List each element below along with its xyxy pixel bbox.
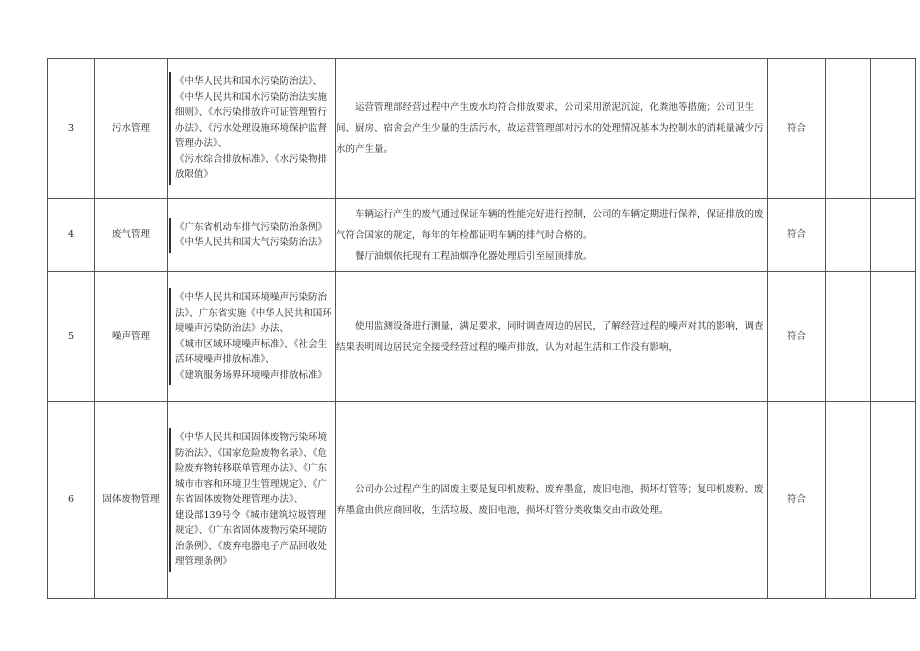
category-cell: 污水管理 <box>95 59 168 199</box>
result-cell: 符合 <box>768 59 826 199</box>
empty-cell <box>826 199 871 272</box>
category-cell: 固体废物管理 <box>95 402 168 599</box>
law-reference: 《广东省机动车排气污染防治条例》 <box>175 221 328 233</box>
law-reference: 《中华人民共和国水污染防治法实施细则》、《水污染排放许可证管理暂行办法》、《污水处理设施环境保护监督管理办法》、 <box>175 91 328 150</box>
law-reference: 建设部139号令《城市建筑垃圾管理规定》、《广东省固体废物污染环境防治条例》、《废弃电器电子产品回收处理管理条例》 <box>175 509 328 568</box>
laws-cell <box>168 199 336 272</box>
empty-cell <box>871 59 916 199</box>
law-reference: 《中华人民共和国水污染防治法》、 <box>175 76 323 88</box>
laws-list <box>169 218 335 253</box>
empty-cell <box>871 199 916 272</box>
description-cell <box>336 199 768 272</box>
description-text: 使用监测设备进行测量，满足要求，同时调查周边的居民，了解经营过程的噪声对其的影响，调查结果表明周边居民完全接受经营过程的噪声排放，认为对起生活和工作没有影响， <box>336 320 764 353</box>
table-row <box>48 199 916 272</box>
table-row <box>48 272 916 402</box>
description-cell <box>336 59 768 199</box>
laws-list <box>169 428 335 572</box>
laws-list <box>169 72 335 185</box>
laws-cell <box>168 402 336 599</box>
laws-list <box>169 288 335 385</box>
law-reference: 《污水综合排放标准》、《水污染物排放限值》 <box>175 153 328 181</box>
laws-cell <box>168 59 336 199</box>
row-number: 3 <box>48 59 95 199</box>
empty-cell <box>826 402 871 599</box>
category-cell: 废气管理 <box>95 199 168 272</box>
empty-cell <box>871 402 916 599</box>
table-body <box>48 59 916 599</box>
description-cell <box>336 402 768 599</box>
description-text: 车辆运行产生的废气通过保证车辆的性能完好进行控制，公司的车辆定期进行保养，保证排放的废气符合国家的规定，每年的年检都证明车辆的排气时合格的。 <box>336 208 764 241</box>
law-reference: 《中华人民共和国大气污染防治法》 <box>175 237 328 248</box>
law-reference: 《中华人民共和国环境噪声污染防治法》、广东省实施《中华人民共和国环境噪声污染防治法》办法、 <box>175 292 332 334</box>
empty-cell <box>826 272 871 402</box>
law-reference: 《中华人民共和国固体废物污染环境防治法》、《国家危险废物名录》、《危险废弃物转移联单管理办法》、《广东城市市容和环境卫生管理规定》、《广东省固体废物处理管理办法》、 <box>175 432 328 506</box>
row-number: 4 <box>48 199 95 272</box>
description-text: 运营管理部经营过程中产生废水均符合排放要求，公司采用淤泥沉淀，化粪池等措施；公司卫生间、厨房、宿舍会产生少量的生活污水，故运营管理部对污水的处理情况基本为控制水的消耗量减少污水的产生量。 <box>336 102 764 155</box>
table-row <box>48 402 916 599</box>
result-cell: 符合 <box>768 199 826 272</box>
law-reference: 《建筑服务场界环境噪声排放标准》 <box>175 369 328 381</box>
table-row <box>48 59 916 199</box>
empty-cell <box>826 59 871 199</box>
row-number: 5 <box>48 272 95 402</box>
category-cell: 噪声管理 <box>95 272 168 402</box>
description-text: 公司办公过程产生的固废主要是复印机废粉、废弃墨盒，废旧电池，损坏灯管等；复印机废粉、废弃墨盒由供应商回收，生活垃圾、废旧电池，损坏灯管分类收集交由市政处理。 <box>336 484 764 516</box>
empty-cell <box>871 272 916 402</box>
result-cell: 符合 <box>768 272 826 402</box>
laws-cell <box>168 272 336 402</box>
result-cell: 符合 <box>768 402 826 599</box>
row-number: 6 <box>48 402 95 599</box>
law-reference: 《城市区域环境噪声标准》、《社会生活环境噪声排放标准》、 <box>175 338 328 365</box>
description-text: 餐厅油烟依托现有工程油烟净化器处理后引至屋顶排放。 <box>355 250 593 262</box>
compliance-table <box>47 58 916 599</box>
description-cell <box>336 272 768 402</box>
